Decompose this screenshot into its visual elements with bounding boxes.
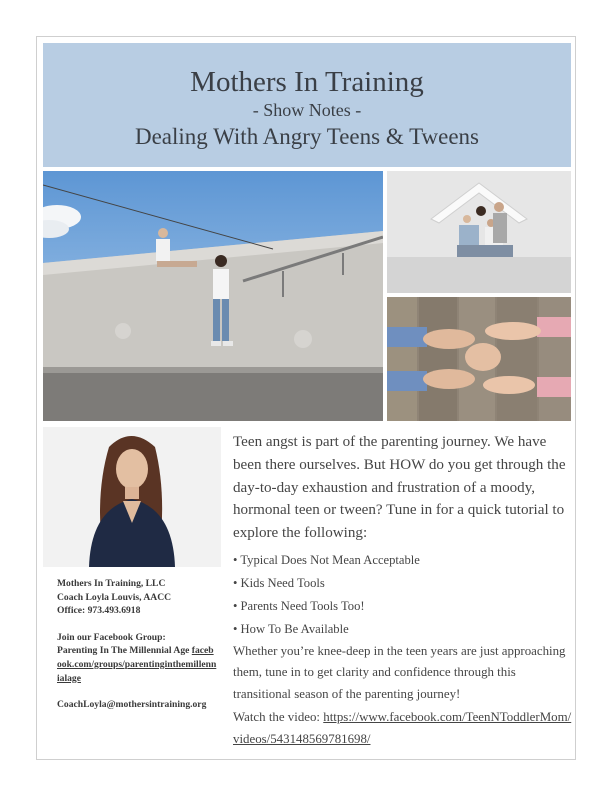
email-info [57, 698, 217, 712]
topic-item: • How To Be Available [233, 621, 349, 636]
closing-paragraph: Whether you’re knee-deep in the teen years are just approaching them, tune in to get clarity and confidence through this transitional season of the parenting journey! [233, 643, 566, 701]
coach-name: Coach Loyla Louvis, AACC [57, 591, 172, 603]
company-info [57, 577, 217, 618]
topic-list [233, 549, 573, 641]
facebook-heading: Join our Facebook Group: [57, 631, 166, 643]
family-photo [387, 171, 571, 293]
facebook-group-name: Parenting In The Millennial Age [57, 645, 190, 657]
facebook-group-link[interactable]: facebook.com/groups/parentinginthemillennialage [57, 645, 217, 684]
page-subtitle: - Show Notes - [252, 100, 362, 120]
topic-item: • Typical Does Not Mean Acceptable [233, 552, 420, 567]
company-name: Mothers In Training, LLC [57, 578, 166, 589]
page-title: Mothers In Training [190, 66, 424, 98]
show-description [233, 431, 573, 750]
contact-sidebar [57, 577, 217, 725]
coach-photo [43, 427, 221, 567]
video-link[interactable]: https://www.facebook.com/TeenNToddlerMom/videos/543148569781698/ [233, 710, 572, 746]
show-notes-page [36, 36, 576, 760]
facebook-group-info [57, 631, 217, 685]
watch-label: Watch the video: [233, 710, 324, 725]
rooftop-photo [43, 171, 383, 421]
watch-video-line [233, 707, 573, 750]
hands-photo [387, 297, 571, 421]
episode-title: Dealing With Angry Teens & Tweens [134, 124, 479, 149]
email-address[interactable]: CoachLoyla@mothersintraining.org [57, 699, 207, 711]
header-banner [43, 43, 571, 167]
office-phone: Office: 973.493.6918 [57, 605, 141, 617]
topic-item: • Kids Need Tools [233, 575, 325, 590]
topic-item: • Parents Need Tools Too! [233, 598, 365, 613]
intro-paragraph: Teen angst is part of the parenting journey. We have been there ourselves. But HOW do you get through the day-to-day exhaustion and frustration of a moody, hormonal teen or tween? Tune in for a quick tutorial to explore the following: [233, 434, 566, 542]
